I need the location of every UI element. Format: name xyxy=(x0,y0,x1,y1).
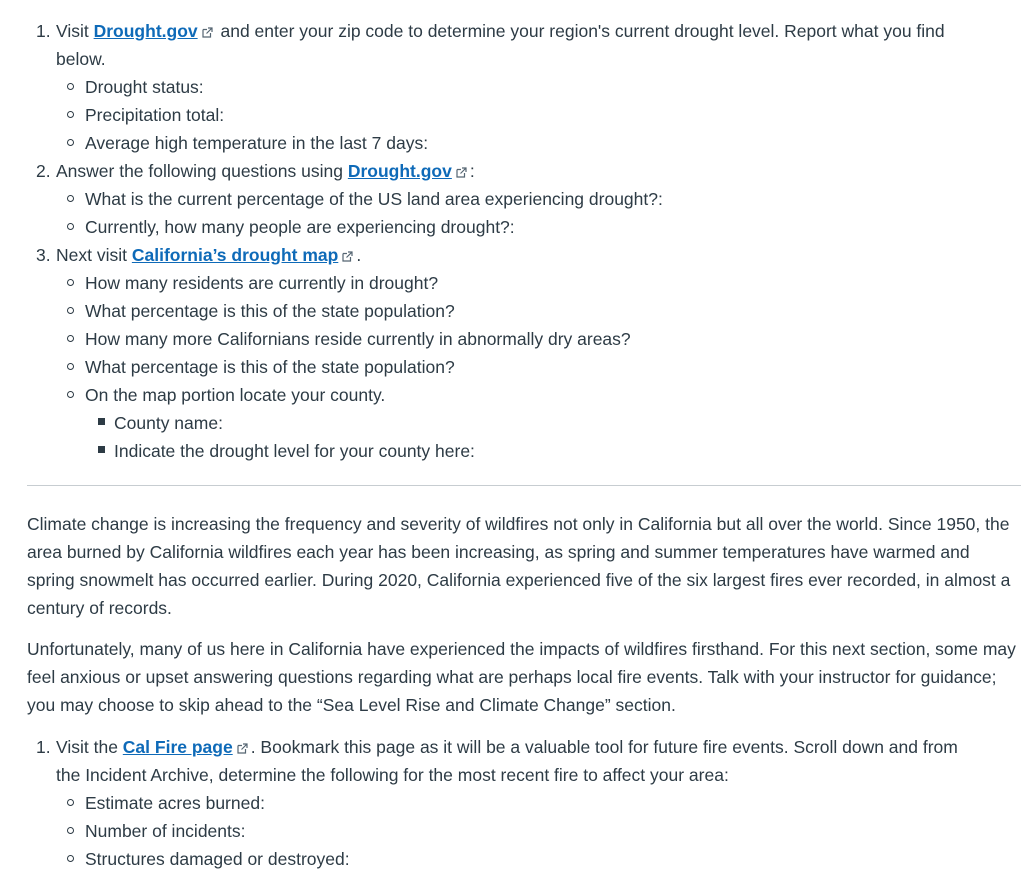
bullet-circle xyxy=(67,279,74,286)
bullet-circle xyxy=(67,363,74,370)
list-number: 1. xyxy=(36,21,51,41)
external-link-icon xyxy=(237,743,248,754)
list-item-text xyxy=(56,241,361,269)
bullet-circle xyxy=(67,335,74,342)
horizontal-divider xyxy=(27,485,1021,486)
subitem-percentage-population-2: What percentage is this of the state population? xyxy=(85,357,455,377)
bullet-circle xyxy=(67,307,74,314)
bullet-circle xyxy=(67,827,74,834)
subitem-us-land-percentage: What is the current percentage of the US land area experiencing drought?: xyxy=(85,189,663,209)
paragraph-climate-change: Climate change is increasing the frequency and severity of wildfires not only in California but all over the world. Since 1950, the area burned by California wildfires each year has been increasing, as spring and summer temperatures have warmed and spring snowmelt has occurred earlier. During 2020, California experienced five of the six largest fires ever recorded, in almost a century of records. xyxy=(27,514,1011,618)
subsubitem-drought-level: Indicate the drought level for your county here: xyxy=(114,441,475,461)
bullet-square xyxy=(98,446,105,453)
subitem-structures-damaged: Structures damaged or destroyed: xyxy=(85,849,350,869)
california-drought-map-link[interactable]: California’s drought map xyxy=(131,245,339,265)
list-item-continuation: the Incident Archive, determine the following for the most recent fire to affect your area: xyxy=(56,765,729,785)
list-number: 2. xyxy=(36,161,51,181)
bullet-circle xyxy=(67,799,74,806)
bullet-square xyxy=(98,418,105,425)
list-item-text xyxy=(56,157,475,185)
bullet-circle xyxy=(67,391,74,398)
subitem-avg-high-temp: Average high temperature in the last 7 days: xyxy=(85,133,429,153)
list-item-text xyxy=(56,733,958,761)
subitem-people-in-drought: Currently, how many people are experiencing drought?: xyxy=(85,217,515,237)
drought-gov-link[interactable]: Drought.gov xyxy=(93,21,198,41)
list-item-text xyxy=(56,17,945,45)
text-prefix: Visit the xyxy=(56,737,123,757)
text-prefix: Visit xyxy=(56,21,94,41)
cal-fire-page-link[interactable]: Cal Fire page xyxy=(122,737,233,757)
bullet-circle xyxy=(67,111,74,118)
drought-gov-link[interactable]: Drought.gov xyxy=(347,161,452,181)
subitem-drought-status: Drought status: xyxy=(85,77,204,97)
bullet-circle xyxy=(67,223,74,230)
subitem-precipitation: Precipitation total: xyxy=(85,105,225,125)
subitem-residents-in-drought: How many residents are currently in drought? xyxy=(85,273,439,293)
external-link-icon xyxy=(456,167,467,178)
text-suffix: : xyxy=(469,161,475,181)
list-item-continuation: below. xyxy=(56,49,106,69)
paragraph-wildfire-impacts: Unfortunately, many of us here in California have experienced the impacts of wildfires firsthand. For this next section, some may feel anxious or upset answering questions regarding what are perhaps local fire events. Talk with your instructor for guidance; you may choose to skip ahead to the “Sea Level Rise and Climate Change” section. xyxy=(27,639,1016,715)
subitem-locate-county: On the map portion locate your county. xyxy=(85,385,386,405)
external-link-icon xyxy=(202,27,213,38)
subitem-abnormally-dry: How many more Californians reside currently in abnormally dry areas? xyxy=(85,329,631,349)
list-number: 1. xyxy=(36,737,51,757)
text-suffix: . xyxy=(356,245,362,265)
text-prefix: Next visit xyxy=(56,245,132,265)
external-link-icon xyxy=(342,251,353,262)
subitem-number-of-incidents: Number of incidents: xyxy=(85,821,246,841)
text-suffix: . Bookmark this page as it will be a valuable tool for future fire events. Scroll down and from xyxy=(250,737,958,757)
subitem-acres-burned: Estimate acres burned: xyxy=(85,793,265,813)
bullet-circle xyxy=(67,139,74,146)
bullet-circle xyxy=(67,855,74,862)
text-suffix: and enter your zip code to determine your region's current drought level. Report what you find xyxy=(215,21,945,41)
bullet-circle xyxy=(67,195,74,202)
text-prefix: Answer the following questions using xyxy=(56,161,348,181)
subitem-percentage-population: What percentage is this of the state population? xyxy=(85,301,455,321)
list-number: 3. xyxy=(36,245,51,265)
subsubitem-county-name: County name: xyxy=(114,413,223,433)
bullet-circle xyxy=(67,83,74,90)
